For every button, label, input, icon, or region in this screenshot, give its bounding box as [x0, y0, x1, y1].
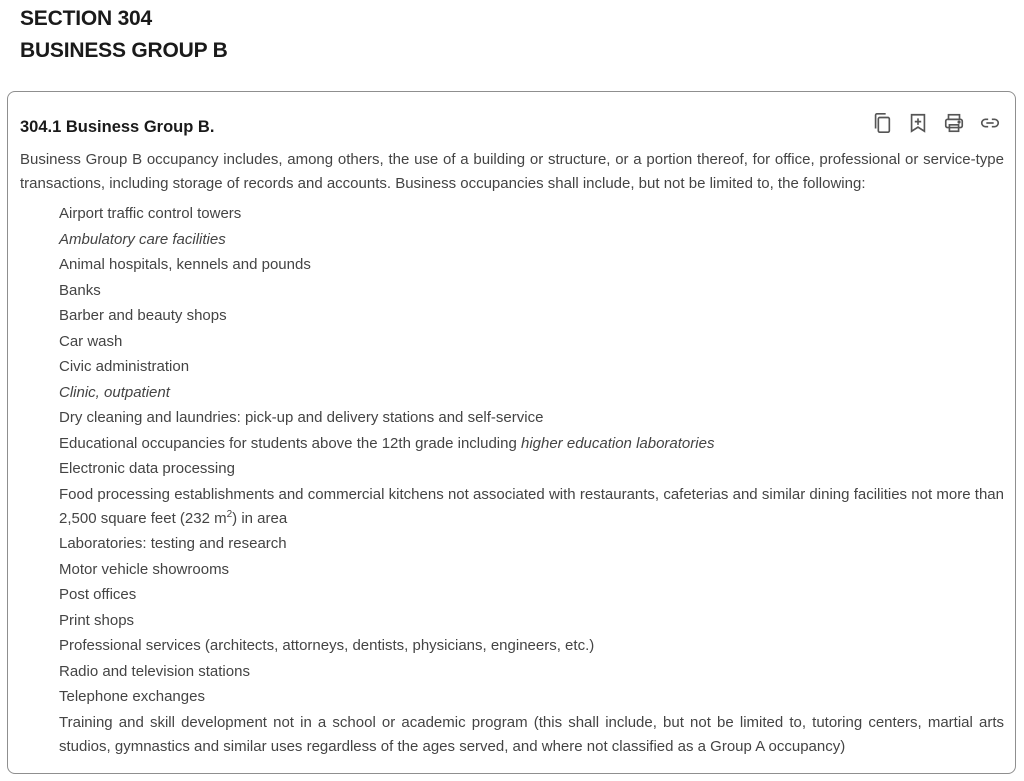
- section-card: [7, 91, 1016, 774]
- copy-button[interactable]: [869, 110, 895, 136]
- list-item: Barber and beauty shops: [59, 307, 227, 324]
- list-item-text: Food processing establishments and commercial kitchens not associated with restaurants, cafeterias and similar dining facilities not more than 2,500 square feet (232 m: [59, 485, 1004, 527]
- list-item: Laboratories: testing and research: [59, 535, 287, 552]
- list-item: Telephone exchanges: [59, 688, 205, 705]
- list-item: Car wash: [59, 332, 123, 350]
- list-item: Training and skill development not in a school or academic program (this shall include, but not be limited to, tutoring centers, martial arts studios, gymnastics and similar uses regardless of the ages served, and where not classified as a Group A occupancy): [59, 713, 1004, 755]
- link-button[interactable]: [977, 110, 1003, 136]
- list-item: Electronic data processing: [59, 460, 235, 477]
- copy-icon: [871, 112, 893, 134]
- list-item-text-tail: ) in area: [232, 509, 288, 527]
- card-title: 304.1 Business Group B.: [20, 118, 215, 136]
- list-item: Airport traffic control towers: [59, 205, 242, 222]
- occupancy-list: [59, 202, 1004, 760]
- list-item: Radio and television stations: [59, 662, 250, 680]
- list-item: Motor vehicle showrooms: [59, 560, 230, 578]
- list-item: [59, 432, 1004, 456]
- section-heading: [20, 3, 228, 67]
- bookmark-button[interactable]: [905, 110, 931, 136]
- list-item: Print shops: [59, 611, 135, 629]
- print-icon: [943, 112, 965, 134]
- section-number: SECTION 304: [20, 7, 153, 30]
- list-item: Animal hospitals, kennels and pounds: [59, 256, 311, 273]
- list-item: Dry cleaning and laundries: pick-up and delivery stations and self-service: [59, 409, 544, 426]
- list-item: Ambulatory care facilities: [59, 230, 226, 248]
- intro-paragraph: Business Group B occupancy includes, among others, the use of a building or structure, or a portion thereof, for office, professional or service-type transactions, including storage of records and accounts. Business occupancies shall include, but not be limited to, the following:: [20, 151, 1004, 192]
- bookmark-add-icon: [907, 112, 929, 134]
- list-item: Professional services (architects, attorneys, dentists, physicians, engineers, etc.): [59, 637, 595, 654]
- list-item: Clinic, outpatient: [59, 383, 170, 401]
- print-button[interactable]: [941, 110, 967, 136]
- section-title: BUSINESS GROUP B: [20, 39, 228, 62]
- list-item-italic-text: higher education laboratories: [520, 434, 715, 452]
- list-item: Post offices: [59, 586, 137, 603]
- superscript: 2: [226, 508, 233, 520]
- list-item: Civic administration: [59, 358, 190, 375]
- list-item: [59, 483, 1004, 531]
- list-item-text: Educational occupancies for students above the 12th grade including: [59, 434, 521, 452]
- card-toolbar: [869, 110, 1003, 136]
- list-item: Banks: [59, 281, 101, 299]
- link-icon: [979, 112, 1001, 134]
